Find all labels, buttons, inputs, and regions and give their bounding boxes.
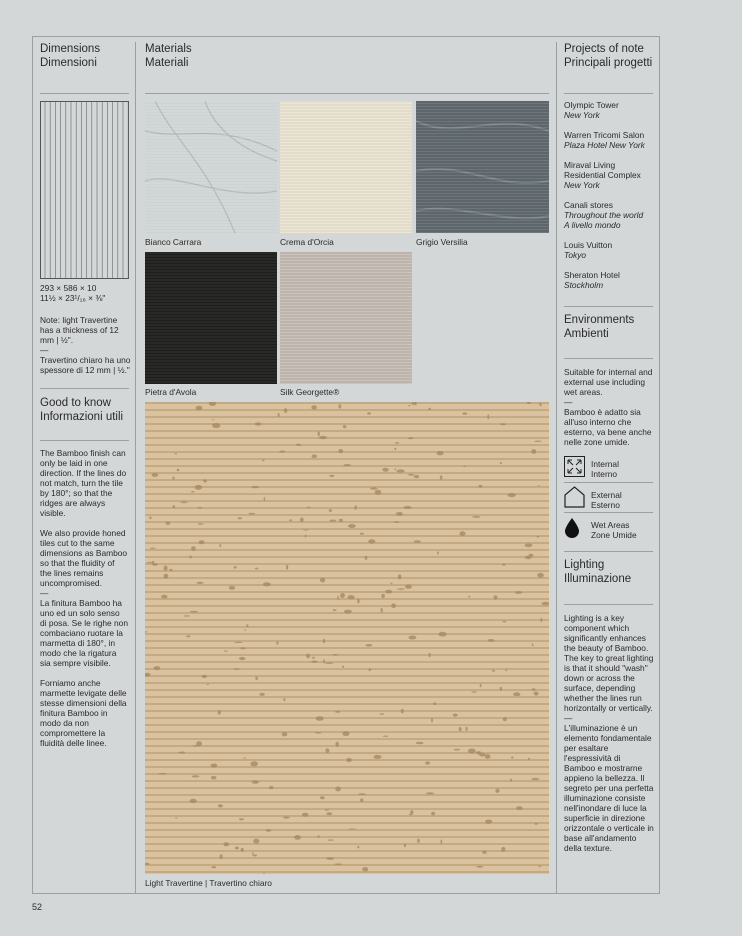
column-divider (556, 42, 557, 894)
project-place: Stockholm (564, 280, 604, 290)
divider (40, 93, 129, 94)
project-place-it: A livello mondo (564, 220, 621, 230)
text-en: Lighting is a key component which significantly enhances the beauty of Bamboo. The key to great lighting is that it should "wash" down or across the surface, depending whether the lines run horizontally or vertically. (564, 613, 654, 713)
project-item (564, 100, 656, 120)
project-name: Miraval Living Residential Complex (564, 160, 641, 180)
project-place: New York (564, 180, 600, 190)
text-it: Bamboo è adatto sia all'uso interno che esterno, va bene anche nelle zone umide. (564, 407, 652, 447)
dash: — (40, 345, 49, 355)
project-place: Tokyo (564, 250, 587, 260)
paragraph: Forniamo anche marmette levigate delle stesse dimensioni della finitura Bamboo in modo da non compromettere la fluidità delle linee. (40, 678, 127, 748)
good-to-know-heading (40, 396, 123, 424)
heading-en: Good to know (40, 397, 111, 409)
heading-en: Projects of note (564, 43, 644, 55)
lighting-heading (564, 558, 631, 586)
tile-caption: Light Travertine | Travertino chiaro (145, 878, 272, 888)
project-name: Olympic Tower (564, 100, 619, 110)
heading-en: Lighting (564, 559, 605, 571)
divider (145, 93, 549, 94)
heading-it: Materiali (145, 57, 189, 69)
divider (564, 358, 653, 359)
paragraph: We also provide honed tiles cut to the same dimensions as Bamboo so that the fluidity of the lines remains uncompromised. (40, 528, 128, 588)
text-en: Suitable for internal and external use including wet areas. (564, 367, 653, 397)
label-en: Wet Areas (591, 520, 630, 530)
project-item (564, 270, 656, 290)
label-it: Zone Umide (591, 530, 637, 540)
paragraph: La finitura Bamboo ha uno ed un solo senso di posa. Se le righe non combaciano ruotare la marmetta di 180°, in modo che la rigatura sia sempre visibile. (40, 598, 128, 668)
heading-it: Ambienti (564, 328, 609, 340)
divider (564, 551, 653, 552)
projects-heading (564, 42, 652, 70)
project-name: Canali stores (564, 200, 613, 210)
heading-it: Informazioni utili (40, 411, 124, 423)
tile-dimension-diagram (40, 101, 129, 279)
materials-heading (145, 42, 192, 70)
tile-caption: Silk Georgette® (280, 387, 340, 397)
divider (564, 306, 653, 307)
internal-label (591, 459, 619, 479)
heading-en: Environments (564, 314, 635, 326)
internal-icon (564, 456, 585, 477)
wet-areas-label (591, 520, 637, 540)
dash: — (40, 588, 49, 598)
project-name: Warren Tricomi Salon (564, 130, 645, 140)
environments-text (564, 367, 656, 447)
text-it: L'illuminazione è un elemento fondamentale per esaltare l'espressività di Bamboo e mostrarne appieno la bellezza. Il segreto per una perfetta illuminazione consiste nell'inondare di luce la superficie in direzione orizzontale o verticale in base all'andamento della texture. (564, 723, 654, 853)
note-it: Travertino chiaro ha uno spessore di 12 mm | ½." (40, 355, 131, 375)
tile-caption: Grigio Versilia (416, 237, 468, 247)
project-item (564, 130, 656, 150)
divider (564, 93, 653, 94)
project-item (564, 200, 656, 230)
tile-crema-dorcia (280, 101, 412, 233)
heading-it: Illuminazione (564, 573, 632, 585)
tile-pietra-davola (145, 252, 277, 384)
project-item (564, 240, 656, 260)
dimensions-text (40, 283, 132, 375)
environments-heading (564, 313, 634, 341)
projects-list (564, 100, 656, 300)
column-divider (135, 42, 136, 894)
size-metric: 293 × 586 × 10 (40, 283, 97, 293)
divider (564, 604, 653, 605)
dash: — (564, 397, 573, 407)
label-en: Internal (591, 459, 619, 469)
divider (564, 482, 653, 483)
tile-light-travertine (145, 402, 549, 874)
dash: — (564, 713, 573, 723)
heading-en: Materials (145, 43, 192, 55)
project-place: Throughout the world (564, 210, 644, 220)
external-label (591, 490, 622, 510)
divider (40, 388, 129, 389)
size-imperial: 11½ × 23¹/₁₆ × ⅜" (40, 293, 106, 303)
project-place: Plaza Hotel New York (564, 140, 645, 150)
heading-it: Principali progetti (564, 57, 653, 69)
heading-it: Dimensioni (40, 57, 97, 69)
label-it: Interno (591, 469, 618, 479)
tile-silk-georgette (280, 252, 412, 384)
note-en: Note: light Travertine has a thickness of 12 mm | ½". (40, 315, 119, 345)
good-to-know-text (40, 448, 128, 758)
project-name: Louis Vuitton (564, 240, 613, 250)
tile-caption: Pietra d'Avola (145, 387, 197, 397)
dimensions-heading (40, 42, 100, 70)
tile-caption: Crema d'Orcia (280, 237, 334, 247)
tile-caption: Bianco Carrara (145, 237, 202, 247)
label-en: External (591, 490, 622, 500)
project-item (564, 160, 656, 190)
divider (564, 512, 653, 513)
paragraph: The Bamboo finish can only be laid in one direction. If the lines do not match, turn the tile by 180°; so that the ridges are always visible. (40, 448, 127, 518)
water-drop-icon (564, 517, 580, 539)
heading-en: Dimensions (40, 43, 101, 55)
project-name: Sheraton Hotel (564, 270, 620, 280)
page-number: 52 (32, 902, 43, 912)
lighting-text (564, 613, 654, 853)
project-place: New York (564, 110, 600, 120)
tile-grigio-versilia (416, 101, 549, 233)
divider (40, 440, 129, 441)
label-it: Esterno (591, 500, 620, 510)
tile-bianco-carrara (145, 101, 277, 233)
house-icon (564, 486, 585, 508)
